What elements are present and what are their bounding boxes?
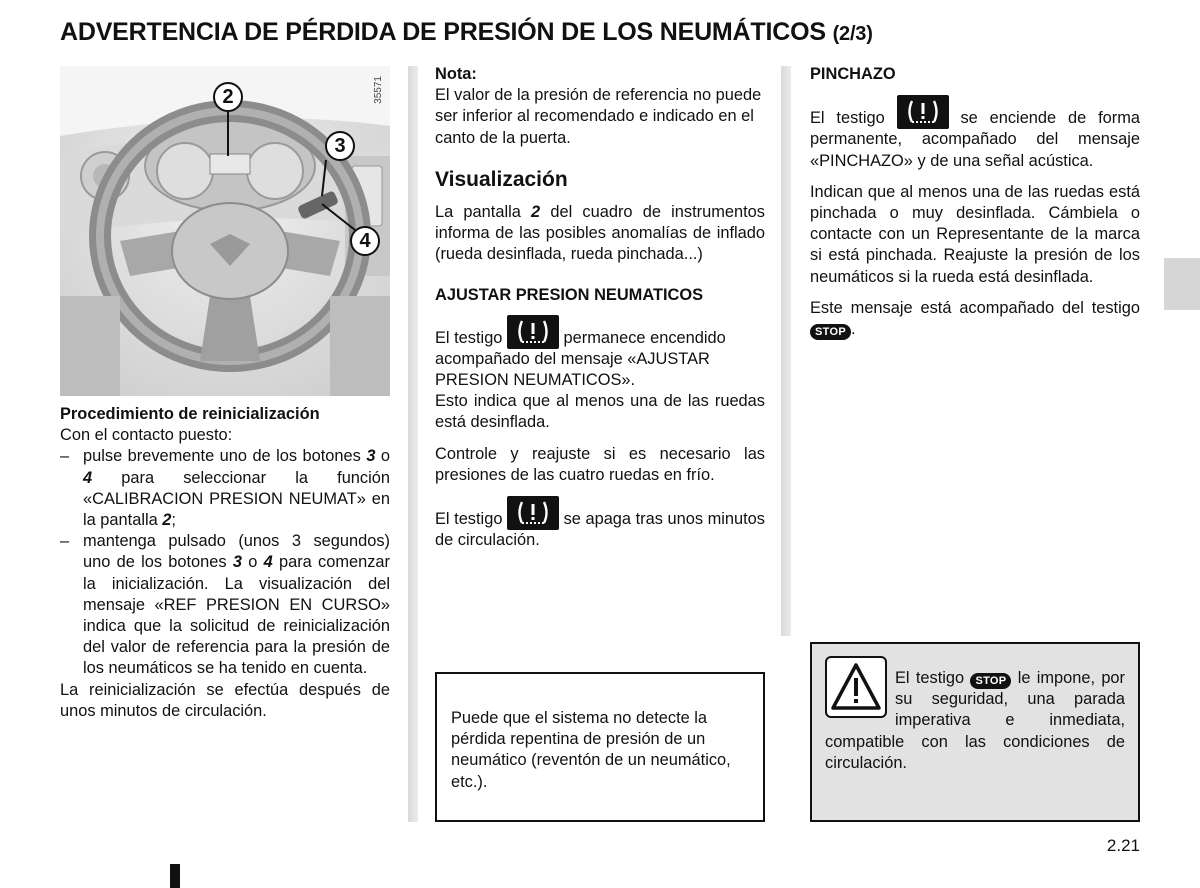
info-box — [435, 672, 765, 822]
list-dash: – — [60, 532, 70, 551]
callout-2: 2 — [213, 82, 243, 112]
warning-box-text: El testigo STOP le impone, por su seguridad, una parada imperativa e inmediata, compatible con las condiciones de circulación. — [825, 669, 1126, 772]
list-dash: – — [60, 447, 70, 466]
tyre-pressure-warning-icon — [897, 95, 949, 129]
adjust-pressure-explanation: Esto indica que al menos una de las ruedas está desinflada. — [435, 392, 765, 432]
puncture-text-2: Indican que al menos una de las ruedas está pinchada o muy desinflada. Cámbiela o contacte con un Representante de la marca si está pinchada. Reajuste la presión de los neumáticos si la rueda está desinflada. — [810, 182, 1140, 286]
puncture-heading: PINCHAZO — [810, 65, 896, 83]
warning-box — [810, 642, 1140, 822]
display-text: La pantalla 2 del cuadro de instrumentos informa de las posibles anomalías de inflado (rueda desinflada, rueda pinchada...) — [435, 202, 765, 264]
page-title-suffix: (2/3) — [832, 23, 873, 45]
list-item-text: pulse brevemente uno de los botones 3 o 4 para seleccionar la función «CALIBRACION PRESION NEUMAT» en la pantalla 2; — [83, 447, 391, 530]
reset-procedure-section — [60, 404, 390, 722]
section-tab-marker — [1164, 258, 1200, 310]
stop-icon: STOP — [810, 324, 851, 340]
column-separator-right — [781, 66, 791, 636]
column-separator-left — [408, 66, 418, 822]
tyre-pressure-warning-icon — [507, 496, 559, 530]
adjust-pressure-action: Controle y reajuste si es necesario las presiones de las cuatro ruedas en frío. — [435, 444, 765, 484]
note-text: El valor de la presión de referencia no puede ser inferior al recomendado e indicado en el canto de la puerta. — [435, 86, 762, 147]
adjust-pressure-off: El testigo se apaga tras unos minutos de circulación. — [435, 496, 765, 551]
steering-wheel-illustration — [60, 66, 390, 396]
display-heading: Visualización — [435, 167, 568, 191]
stop-icon: STOP — [970, 673, 1011, 689]
list-item — [60, 531, 390, 679]
page-title: ADVERTENCIA DE PÉRDIDA DE PRESIÓN DE LOS NEUMÁTICOS (2/3) — [60, 18, 873, 46]
warning-triangle-icon — [825, 656, 887, 718]
reset-procedure-intro: Con el contacto puesto: — [60, 426, 233, 445]
puncture-text-3: Este mensaje está acompañado del testigo STOP . — [810, 298, 1140, 339]
callout-3: 3 — [325, 131, 355, 161]
steering-wheel-drawing — [60, 66, 390, 396]
illustration-ref-code: 35571 — [373, 76, 384, 104]
info-box-text: Puede que el sistema no detecte la pérdida repentina de presión de un neumático (reventón de un neumático, etc.). — [451, 709, 731, 791]
list-item — [60, 446, 390, 531]
puncture-section — [810, 64, 1140, 340]
reset-procedure-closing: La reinicialización se efectúa después de unos minutos de circulación. — [60, 680, 390, 720]
callout-4: 4 — [350, 226, 380, 256]
list-item-text: mantenga pulsado (unos 3 segundos) uno de los botones 3 o 4 para comenzar la inicialización. La visualización del mensaje «REF PRESION EN CURSO» indica que la solicitud de reinicialización del valor de referencia para la presión de los neumáticos se ha tenido en cuenta. — [83, 532, 390, 678]
note-label: Nota: — [435, 65, 477, 83]
crop-mark — [170, 864, 180, 888]
display-section — [435, 64, 765, 551]
adjust-pressure-heading: AJUSTAR PRESION NEUMATICOS — [435, 286, 704, 305]
adjust-pressure-text: El testigo permanece encendido acompañado del mensaje «AJUSTAR PRESION NEUMATICOS». — [435, 315, 765, 392]
tyre-pressure-warning-icon — [507, 315, 559, 349]
puncture-text-1: El testigo se enciende de forma permanente, acompañado del mensaje «PINCHAZO» y de una señal acústica. — [810, 95, 1140, 172]
reset-procedure-heading: Procedimiento de reinicialización — [60, 405, 320, 423]
page-number: 2.21 — [1106, 836, 1140, 855]
